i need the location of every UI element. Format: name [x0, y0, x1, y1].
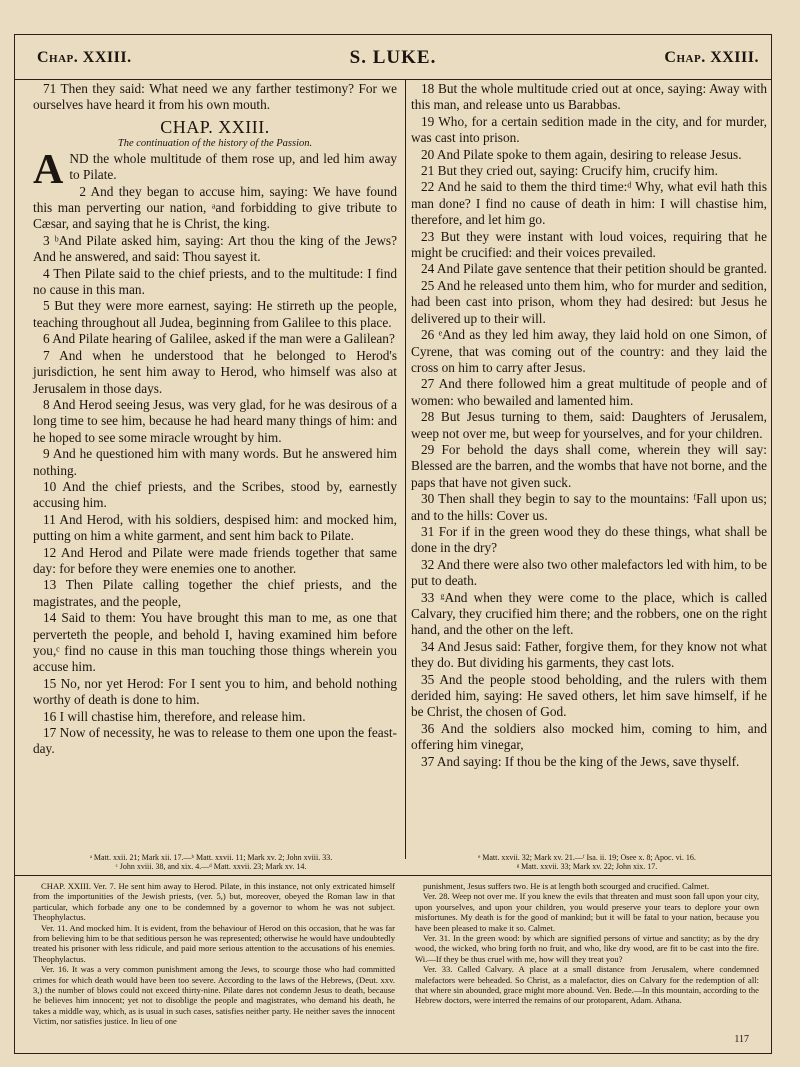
- reference-line: ᵍ Matt. xxvii. 33; Mark xv. 22; John xix. 17.: [516, 862, 658, 871]
- verse: 4 Then Pilate said to the chief priests, and to the multitude: I find no cause in this man.: [33, 265, 397, 298]
- verse: 30 Then shall they begin to say to the mountains: ᶠFall upon us; and to the hills: Cover us.: [411, 491, 767, 523]
- verse: 16 I will chastise him, therefore, and release him.: [43, 708, 306, 724]
- verse: 26 ᵉAnd as they led him away, they laid hold on one Simon, of Cyrene, that was coming out of the country: and they laid the cross on him to carry after Jesus.: [411, 327, 767, 375]
- verse: 35 And the people stood beholding, and the rulers with them derided him, saying: He saved others, let him save himself, if he be Christ, the chosen of God.: [411, 671, 767, 720]
- verse: 21 But they cried out, saying: Crucify him, crucify him.: [421, 163, 718, 179]
- right-column: [411, 81, 767, 770]
- verse: 9 And he questioned him with many words. But he answered him nothing.: [33, 446, 397, 478]
- running-header: [15, 35, 771, 80]
- commentary-note: Ver. 33. Called Calvary. A place at a small distance from Jerusalem, where condemned malefactors were beheaded. So Christ, as a malefactor, dies on Calvary for the redemption of all: that where sin abounded, grace might more abound. Ven. Bede.—In this mountain, according to the Hebrew doctors, were interred the remains of our protoparent, Adam. Athana.: [415, 964, 759, 1006]
- verse: 28 But Jesus turning to them, said: Daughters of Jerusalem, weep not over me, but weep for yourselves, and for your children.: [411, 409, 767, 441]
- verse: 20 And Pilate spoke to them again, desiring to release Jesus.: [421, 146, 742, 162]
- page-number: 117: [734, 1034, 749, 1045]
- reference-line: ᵃ Matt. xxii. 21; Mark xii. 17.—ᵇ Matt. xxvii. 11; Mark xv. 2; John xviii. 33.: [89, 853, 333, 862]
- verse: 15 No, nor yet Herod: For I sent you to him, and behold nothing worthy of death is done to him.: [33, 675, 397, 708]
- verse: 29 For behold the days shall come, wherein they will say: Blessed are the barren, and the wombs that have not borne, and the paps that have not given suck.: [411, 441, 767, 490]
- verse: 19 Who, for a certain sedition made in the city, and for murder, was cast into prison.: [411, 113, 767, 146]
- left-column: [33, 81, 397, 758]
- verse: 17 Now of necessity, he was to release to them one upon the feast-day.: [33, 725, 397, 757]
- verse: 37 And saying: If thou be the king of the Jews, save thyself.: [421, 753, 740, 769]
- commentary-note: Ver. 28. Weep not over me. If you knew the evils that threaten and must soon fall upon your city, upon yourselves, and upon your children, you would preserve your tears to deplore your own misfortunes. My death is for the good of mankind; but it will be fatal to your nation, because you have been pleased to make it so. Calmet.: [415, 891, 759, 933]
- verse: 3 ᵇAnd Pilate asked him, saying: Art thou the king of the Jews? And he answered, and said: Thou sayest it.: [33, 232, 397, 265]
- verse: 5 But they were more earnest, saying: He stirreth up the people, teaching throughout all Judea, beginning from Galilee to this place.: [33, 298, 397, 330]
- verse: 36 And the soldiers also mocked him, coming to him, and offering him vinegar,: [411, 720, 767, 753]
- right-verses: [411, 81, 767, 770]
- page-frame: [14, 34, 772, 1054]
- header-right: Chap. XXIII.: [664, 49, 759, 66]
- commentary-note: Ver. 31. In the green wood: by which are signified persons of virtue and sanctity; as by the dry wood, the wicked, who bring forth no fruit, and who, like dry wood, are fit to be cast into the fire. Wi.—If they be thus cruel with me, how will they treat you?: [415, 933, 759, 964]
- commentary-note: Ver. 11. And mocked him. It is evident, from the behaviour of Herod on this occasion, that he was far from believing him to be that seditious person he was represented; otherwise he would have undoubtedly treated his prisoner with less ridicule, and paid more serious attention to the accusations of his enemies. Theophylactus.: [33, 922, 395, 964]
- verse: 25 And he released unto them him, who for murder and sedition, had been cast into prison, whom they had desired: but Jesus he delivered up to their will.: [411, 277, 767, 326]
- verse: 12 And Herod and Pilate were made friends together that same day: for before they were enemies one to another.: [33, 544, 397, 576]
- verse: 6 And Pilate hearing of Galilee, asked if the man were a Galilean?: [43, 331, 395, 347]
- commentary-note: punishment, Jesus suffers two. He is at length both scourged and crucified. Calmet.: [423, 881, 710, 891]
- notes-divider: [15, 875, 771, 876]
- verse: 18 But the whole multitude cried out at once, saying: Away with this man, and release unto us Barabbas.: [411, 81, 767, 113]
- reference-line: ᵉ Matt. xxvii. 32; Mark xv. 21.—ᶠ Isa. ii. 19; Osee x. 8; Apoc. vi. 16.: [478, 853, 696, 862]
- commentary-note: Ver. 16. It was a very common punishment among the Jews, to scourge those who had committed crimes for which death would have been too severe. According to the laws of the Hebrews, (Deut. xxv. 3,) the number of blows could not exceed thirty-nine. Pilate dares not condemn Jesus to death, because he believes him innocent; yet not to disoblige the people and magistrates, who demand his death, he takes a middle way, which, as is usual in such cases, satisfies neither party. He neither saves the innocent Victim, nor satisfies justice. In lieu of one: [33, 964, 395, 1027]
- verse: 22 And he said to them the third time:ᵈ Why, what evil hath this man done? I find no cause of death in him: I will chastise him, therefore, and let him go.: [411, 179, 767, 228]
- left-verses: [33, 184, 397, 758]
- references-left: [25, 853, 397, 871]
- drop-cap: A: [33, 146, 64, 193]
- verse-1-text: ND the whole multitude of them rose up, and led him away to Pilate.: [69, 150, 397, 183]
- verse: 24 And Pilate gave sentence that their petition should be granted.: [421, 261, 767, 277]
- header-center: S. LUKE.: [349, 47, 437, 68]
- verse: 13 Then Pilate calling together the chief priests, and the magistrates, and the people,: [33, 577, 397, 609]
- references-right: [411, 853, 763, 871]
- verse: 7 And when he understood that he belonged to Herod's jurisdiction, he sent him away to Herod, who himself was also at Jerusalem in those days.: [33, 347, 397, 396]
- verse: 34 And Jesus said: Father, forgive them, for they know not what they do. But dividing his garments, they cast lots.: [411, 638, 767, 671]
- verse: 2 And they began to accuse him, saying: We have found this man perverting our nation, ᵃand forbidding to give tribute to Cæsar, and saying that he is Christ, the king.: [33, 183, 397, 232]
- reference-line: ᶜ John xviii. 38, and xix. 4.—ᵈ Matt. xxvii. 23; Mark xv. 14.: [115, 862, 307, 871]
- commentary-note: CHAP. XXIII. Ver. 7. He sent him away to Herod. Pilate, in this instance, not only extricated himself from the importunities of the Jewish priests, (ver. 5,) but, moreover, obeyed the Roman law in that particular, which forbade any one to be condemned by a governor to whom he was not subject. Theophylactus.: [33, 881, 395, 923]
- verse: 27 And there followed him a great multitude of people and of women: who bewailed and lamented him.: [411, 376, 767, 408]
- verse: 8 And Herod seeing Jesus, was very glad, for he was desirous of a long time to see him, because he had heard many things of him: and he hoped to see some miracle wrought by him.: [33, 396, 397, 445]
- verse: 11 And Herod, with his soldiers, despised him: and mocked him, putting on him a white garment, and sent him back to Pilate.: [33, 511, 397, 544]
- verse: 31 For if in the green wood they do these things, what shall be done in the dry?: [411, 523, 767, 556]
- chapter-heading: CHAP. XXIII.: [160, 116, 270, 137]
- verse: 23 But they were instant with loud voices, requiring that he might be crucified: and their voices prevailed.: [411, 228, 767, 261]
- commentary-left: [33, 881, 395, 1027]
- verse-71: 71 Then they said: What need we any farther testimony? For we ourselves have heard it from his own mouth.: [33, 81, 397, 113]
- verse-1: [33, 146, 397, 193]
- verse: 32 And there were also two other malefactors led with him, to be put to death.: [411, 556, 767, 589]
- verse: 10 And the chief priests, and the Scribes, stood by, earnestly accusing him.: [33, 478, 397, 511]
- commentary-right: [415, 881, 759, 1006]
- header-left: Chap. XXIII.: [37, 49, 132, 66]
- chapter-subtitle: The continuation of the history of the Passion.: [117, 137, 313, 149]
- verse: 14 Said to them: You have brought this man to me, as one that perverteth the people, and behold I, having examined him before you,ᶜ find no cause in this man touching those things wherein you accuse him.: [33, 610, 397, 675]
- verse: 33 ᵍAnd when they were come to the place, which is called Calvary, they crucified him there; and the robbers, one on the right hand, and the other on the left.: [411, 589, 767, 638]
- column-divider: [405, 79, 406, 859]
